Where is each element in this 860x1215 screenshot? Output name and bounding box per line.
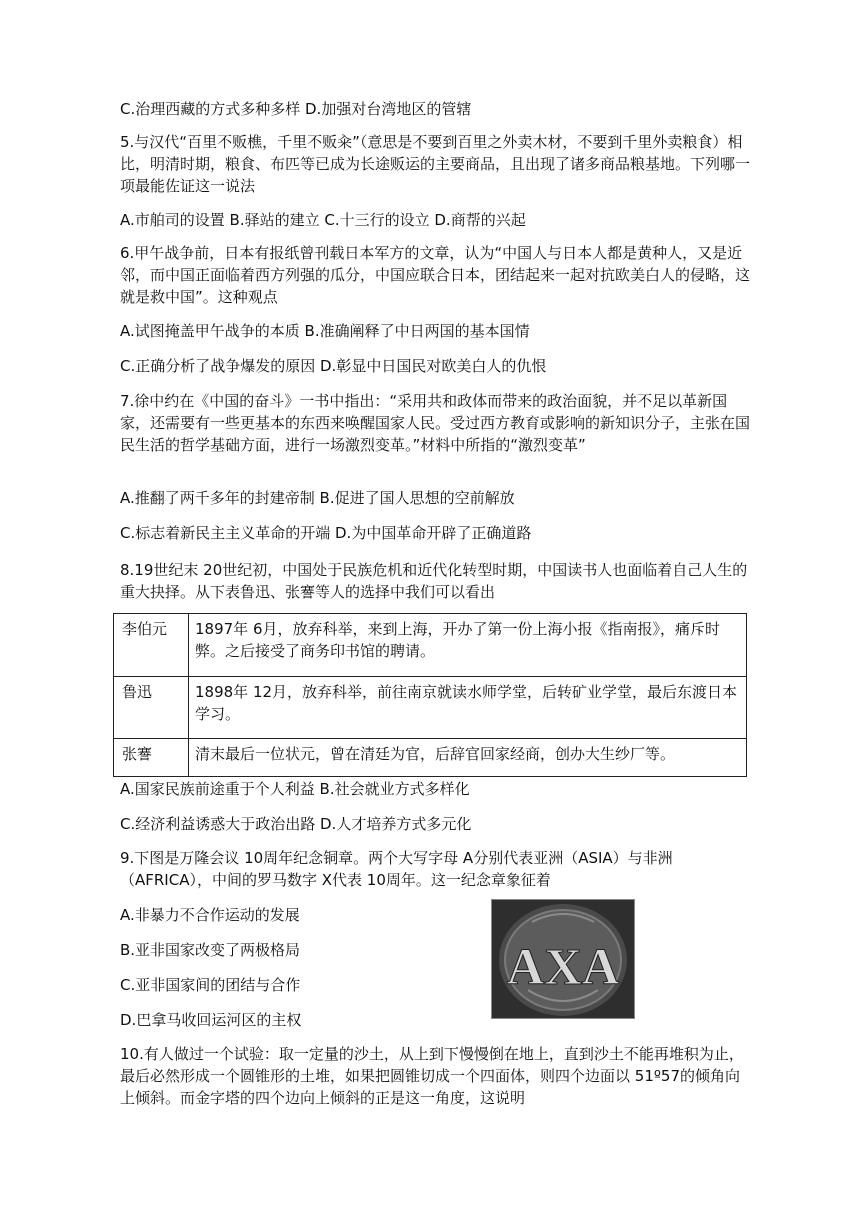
q6-options-ab: A.试图掩盖甲午战争的本质 B.准确阐释了中日两国的基本国情 bbox=[120, 322, 530, 340]
commemorative-medal-image bbox=[492, 900, 634, 1018]
q8-table bbox=[113, 613, 747, 777]
q5-options: A.市舶司的设置 B.驿站的建立 C.十三行的设立 D.商帮的兴起 bbox=[120, 211, 526, 229]
table-row bbox=[114, 614, 747, 677]
medal-letters: AXA bbox=[506, 939, 620, 996]
table-cell-text: 1897年 6月，放弃科举，来到上海，开办了第一份上海小报《指南报》，痛斥时弊。之后接受了商务印书馆的聘请。 bbox=[189, 614, 747, 677]
q7-options-cd: C.标志着新民主主义革命的开端 D.为中国革命开辟了正确道路 bbox=[120, 524, 532, 542]
table-row bbox=[114, 677, 747, 739]
q8-options-ab: A.国家民族前途重于个人利益 B.社会就业方式多样化 bbox=[120, 780, 470, 798]
table-cell-name: 李伯元 bbox=[114, 614, 189, 677]
medal-photo bbox=[491, 899, 635, 1019]
q9-stem: 9.下图是万隆会议 10周年纪念铜章。两个大写字母 A分别代表亚洲（ASIA）与非洲（AFRICA），中间的罗马数字 X代表 10周年。这一纪念章象征着 bbox=[120, 849, 673, 889]
table-cell-text: 1898年 12月，放弃科举，前往南京就读水师学堂，后转矿业学堂，最后东渡日本学习。 bbox=[189, 677, 747, 739]
q5-stem: 5.与汉代“百里不贩樵，千里不贩籴”（意思是不要到百里之外卖木材，不要到千里外卖粮食）相比，明清时期，粮食、布匹等已成为长途贩运的主要商品，且出现了诸多商品粮基地。下列哪一项最能佐证这一说法 bbox=[120, 133, 751, 195]
q8-stem: 8.19世纪末 20世纪初，中国处于民族危机和近代化转型时期，中国读书人也面临着自己人生的重大抉择。从下表鲁迅、张謇等人的选择中我们可以看出 bbox=[120, 561, 748, 601]
table-cell-text: 清末最后一位状元，曾在清廷为官，后辞官回家经商，创办大生纱厂等。 bbox=[189, 739, 747, 777]
q10-stem: 10.有人做过一个试验：取一定量的沙土，从上到下慢慢倒在地上，直到沙土不能再堆积为止，最后必然形成一个圆锥形的土堆，如果把圆锥切成一个四面体，则四个边面以 51º57的倾角向上倾斜。而金字塔的四个边向上倾斜的正是这一角度，这说明 bbox=[120, 1045, 744, 1107]
q8-options-cd: C.经济利益诱惑大于政治出路 D.人才培养方式多元化 bbox=[120, 815, 472, 833]
q9-option-d: D.巴拿马收回运河区的主权 bbox=[120, 1011, 302, 1029]
q4-options-cd: C.治理西藏的方式多种多样 D.加强对台湾地区的管辖 bbox=[120, 100, 472, 118]
table-cell-name: 张謇 bbox=[114, 739, 189, 777]
q9-option-c: C.亚非国家间的团结与合作 bbox=[120, 976, 301, 994]
table-cell-name: 鲁迅 bbox=[114, 677, 189, 739]
q9-option-b: B.亚非国家改变了两极格局 bbox=[120, 941, 301, 959]
q6-stem: 6.甲午战争前，日本有报纸曾刊载日本军方的文章，认为“中国人与日本人都是黄种人，又是近邻，而中国正面临着西方列强的瓜分，中国应联合日本，团结起来一起对抗欧美白人的侵略，这就是救中国”。这种观点 bbox=[120, 244, 751, 306]
q6-options-cd: C.正确分析了战争爆发的原因 D.彰显中日国民对欧美白人的仇恨 bbox=[120, 357, 547, 375]
table-row bbox=[114, 739, 747, 777]
q9-option-a: A.非暴力不合作运动的发展 bbox=[120, 906, 300, 924]
q7-stem: 7.徐中约在《中国的奋斗》一书中指出：“采用共和政体而带来的政治面貌，并不足以革新国家，还需要有一些更基本的东西来唤醒国家人民。受过西方教育或影响的新知识分子，主张在国民生活的哲学基础方面，进行一场激烈变革。”材料中所指的“激烈变革” bbox=[120, 392, 751, 454]
q7-options-ab: A.推翻了两千多年的封建帝制 B.促进了国人思想的空前解放 bbox=[120, 489, 515, 507]
